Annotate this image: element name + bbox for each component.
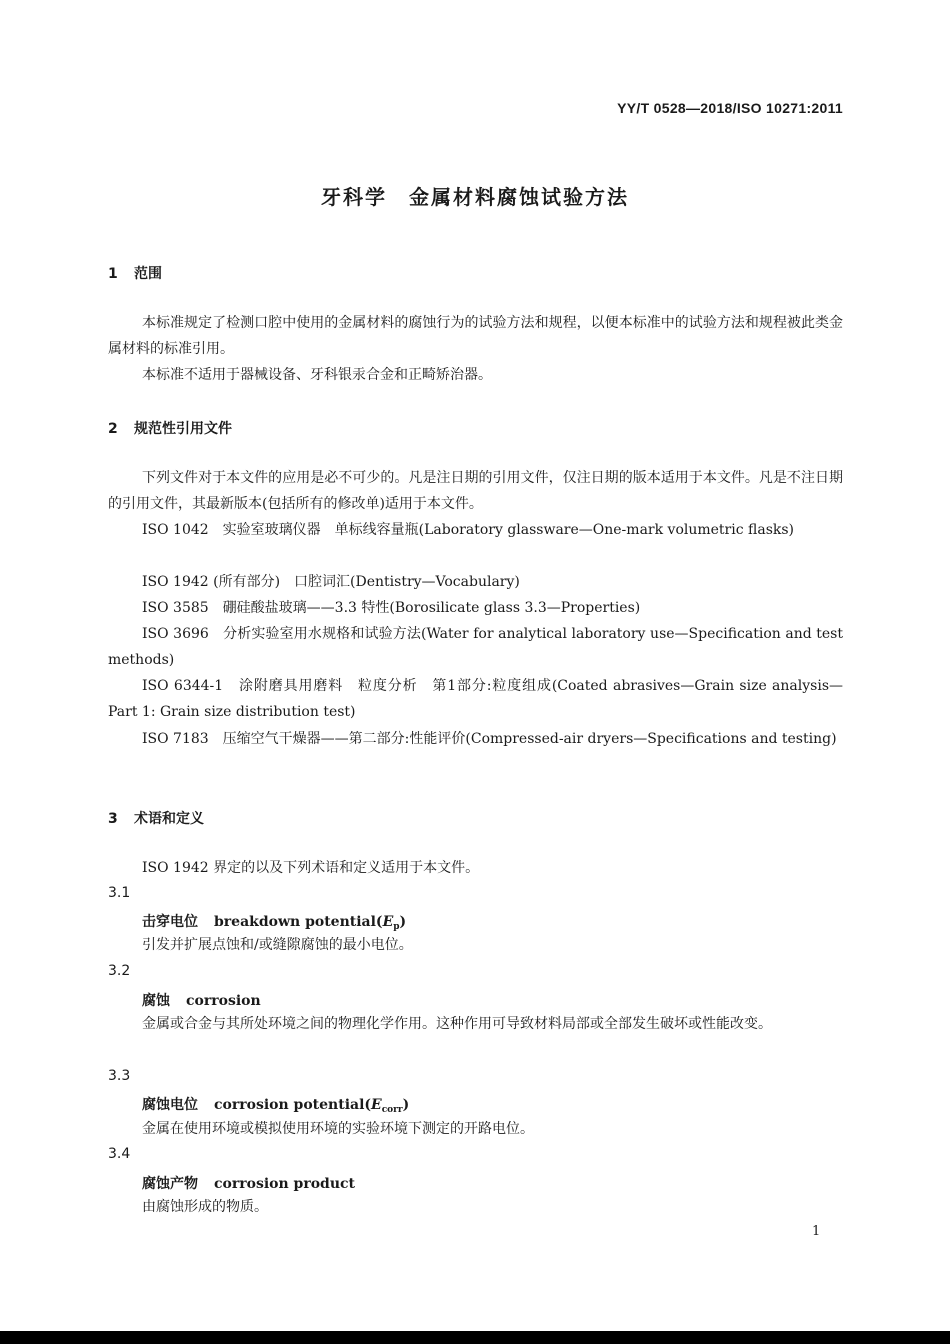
term-definition: 引发并扩展点蚀和/或缝隙腐蚀的最小电位。 [142,937,413,953]
page-number: 1 [812,1224,821,1239]
reference-item: ISO 6344-1 涂附磨具用磨料 粒度分析 第1部分:粒度组成(Coated abrasives—Grain size analysis—Part 1: Grain size distribution test) [108,678,843,720]
paragraph: ISO 1942 界定的以及下列术语和定义适用于本文件。 [142,860,480,876]
section-title: 范围 [134,266,162,282]
section-number: 2 [108,421,118,437]
term-zh: 腐蚀电位 [142,1097,198,1113]
term-number: 3.2 [108,963,131,979]
section-heading-scope [108,263,843,283]
reference-item: ISO 1942 (所有部分) 口腔词汇(Dentistry—Vocabulary) [142,574,520,590]
term-symbol: E [382,914,394,930]
document-title: 牙科学 金属材料腐蚀试验方法 [321,185,629,209]
term-en: breakdown potential( [214,914,383,930]
term-close: ) [402,1097,410,1113]
term-zh: 腐蚀产物 [142,1176,198,1192]
term-entry [108,911,877,932]
term-symbol: E [371,1097,382,1113]
term-number: 3.1 [108,885,131,901]
section-heading-terms [108,808,843,828]
term-en: corrosion [186,993,261,1009]
term-en: corrosion potential( [214,1097,372,1113]
term-subscript: corr [381,1105,403,1115]
reference-item: ISO 3696 分析实验室用水规格和试验方法(Water for analytical laboratory use—Specification and test methods) [108,626,843,668]
section-heading-normative-references [108,418,843,438]
term-entry [108,1094,877,1115]
term-entry [108,1173,877,1193]
section-title: 术语和定义 [134,811,204,827]
paragraph: 本标准规定了检测口腔中使用的金属材料的腐蚀行为的试验方法和规程，以便本标准中的试验方法和规程被此类金属材料的标准引用。 [108,315,843,357]
term-en: corrosion product [214,1176,356,1192]
term-zh: 腐蚀 [142,993,170,1009]
reference-item: ISO 3585 硼硅酸盐玻璃——3.3 特性(Borosilicate glass 3.3—Properties) [142,600,641,616]
standard-code: YY/T 0528—2018/ISO 10271:2011 [617,100,843,116]
section-number: 1 [108,266,118,282]
term-number: 3.3 [108,1068,131,1084]
term-definition: 金属或合金与其所处环境之间的物理化学作用。这种作用可导致材料局部或全部发生破坏或性能改变。 [142,1016,772,1032]
term-close: ) [399,914,407,930]
term-subscript: p [393,922,400,932]
section-title: 规范性引用文件 [134,421,232,437]
bottom-border [0,1331,950,1344]
reference-item: ISO 1042 实验室玻璃仪器 单标线容量瓶(Laboratory glassware—One-mark volumetric flasks) [142,522,795,538]
reference-item: ISO 7183 压缩空气干燥器——第二部分:性能评价(Compressed-air dryers—Specifications and testing) [142,731,837,747]
section-number: 3 [108,811,118,827]
term-definition: 由腐蚀形成的物质。 [142,1199,268,1215]
paragraph: 本标准不适用于器械设备、牙科银汞合金和正畸矫治器。 [142,367,492,383]
term-zh: 击穿电位 [142,914,198,930]
term-entry [108,990,877,1010]
term-number: 3.4 [108,1146,131,1162]
paragraph: 下列文件对于本文件的应用是必不可少的。凡是注日期的引用文件，仅注日期的版本适用于本文件。凡是不注日期的引用文件，其最新版本(包括所有的修改单)适用于本文件。 [108,470,843,512]
term-definition: 金属在使用环境或模拟使用环境的实验环境下测定的开路电位。 [142,1121,534,1137]
